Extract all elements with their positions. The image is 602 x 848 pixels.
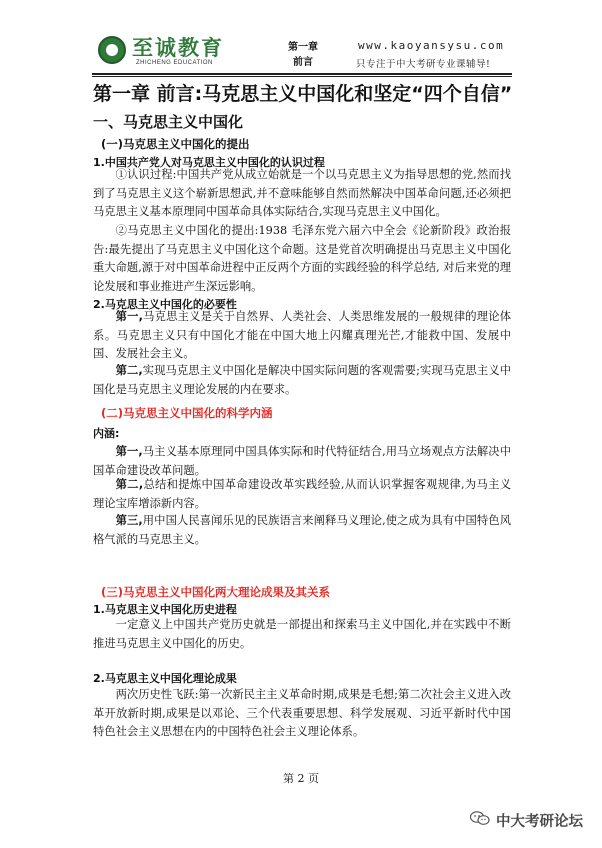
paragraph-1-2: ②马克思主义中国化的提出:1938 毛泽东党六届六中全会《论新阶段》政治报告:最先提出了马克思主义中国化这个命题。这是党首次明确提出马克思主义中国化重大命题,源于对中国革命进程中正反两个方面的实践经验的科学总结, 对后来党的理论发展和事业推进产生深远影响。 [93, 224, 511, 293]
logo-icon [98, 36, 126, 64]
logo-subtext: ZHICHENG EDUCATION [136, 60, 213, 66]
wechat-icon [470, 811, 490, 825]
watermark-text: 中大考研论坛 [496, 814, 583, 830]
heading-3-2: 2.马克思主义中国化理论成果 [93, 672, 237, 685]
header-chapter: 第一章 [288, 42, 318, 53]
paragraph-2-2 [93, 476, 511, 513]
header-rule [92, 73, 512, 75]
lead-text: 第二, [115, 478, 144, 491]
heading-1-2: 2.马克思主义中国化的必要性 [93, 298, 237, 311]
lead-text: 第三, [115, 514, 143, 527]
header-url: www.kaoyansysu.com [358, 39, 505, 52]
paragraph-text: 用中国人民喜闻乐见的民族语言来阐释马义理论,使之成为具有中国特色风格气派的马克思主义。 [93, 514, 511, 546]
lead-text: 第一, [115, 445, 143, 458]
paragraph-text: 马主义基本原理同中国具体实际和时代特征结合,用马立场观点方法解决中国革命建设改革问题。 [93, 445, 511, 477]
paragraph-3-2: 两次历史性飞跃:第一次新民主主义革命时期,成果是毛想;第二次社会主义进入改革开放新时期,成果是以邓论、三个代表重要思想、科学发展观、习近平新时代中国特色社会主义思想在内的中国特色社会主义理论体系。 [93, 688, 511, 738]
page-number: 第 2 页 [283, 772, 319, 785]
paragraph-text: 马克思主义是关于自然界、人类社会、人类思维发展的一般规律的理论体系。马克思主义只有中国化才能在中国大地上闪耀真理光芒,才能救中国、发展中国、发展社会主义。 [93, 310, 511, 360]
paragraph-text: 实现马克思主义中国化是解决中国实际问题的客观需要;实现马克思主义中国化是马克思主义理论发展的内在要求。 [93, 364, 512, 396]
subsection-heading-2: (二)马克思主义中国化的科学内涵 [101, 406, 273, 420]
heading-1-1: 1.中国共产党人对马克思主义中国化的认识过程 [93, 156, 325, 169]
paragraph-1-1: ①认识过程:中国共产党从成立始就是一个以马克思主义为指导思想的党,然而找到了马克思主义这个崭新思想武,并不意味能够自然而然解决中国革命问题,还必须把马克思主义基本原理同中国革命具体实际结合,实现马克思主义中国化。 [93, 168, 511, 218]
section-heading: 一、马克思主义中国化 [93, 113, 244, 131]
connotation-label: 内涵: [93, 427, 120, 440]
subsection-heading-1: (一)马克思主义中国化的提出 [101, 137, 250, 151]
header-section: 前言 [293, 57, 313, 68]
heading-3-1: 1.马克思主义中国化历史进程 [93, 603, 237, 616]
page-title: 第一章 前言:马克思主义中国化和坚定“四个自信” [93, 83, 513, 105]
header-slogan: 只专注于中大考研专业课辅导! [356, 59, 491, 70]
paragraph-2-3 [93, 512, 511, 549]
paragraph-2-1 [93, 443, 511, 480]
subsection-heading-3: (三)马克思主义中国化两大理论成果及其关系 [101, 585, 331, 599]
paragraph-1-3 [93, 308, 511, 364]
paragraph-3-1: 一定意义上中国共产党历史就是一部提出和探索马主义中国化,并在实践中不断推进马克思主义中国化的历史。 [93, 618, 511, 650]
paragraph-text: 总结和提炼中国革命建设改革实践经验,从而认识掌握客观规律,为马主义理论宝库增添新内容。 [93, 478, 512, 510]
lead-text: 第一, [115, 310, 143, 323]
lead-text: 第二, [115, 364, 143, 377]
paragraph-1-4 [93, 362, 511, 399]
header-rule-thin [92, 76, 512, 77]
logo-text: 至诚教育 [132, 36, 224, 60]
